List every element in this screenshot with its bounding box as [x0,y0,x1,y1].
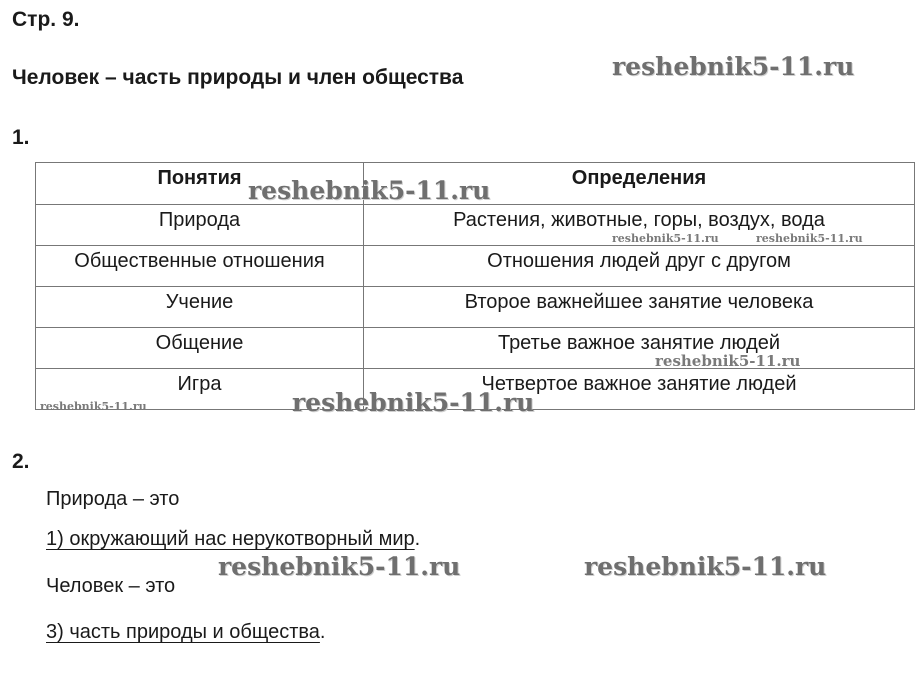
header-terms: Понятия [36,163,364,205]
table-row [36,287,915,328]
task-2-number: 2. [12,450,30,473]
watermark: reshebnik5-11.ru [248,176,491,205]
term-cell: Игра [36,369,364,410]
answer-period: . [414,528,421,550]
watermark: reshebnik5-11.ru [612,232,719,245]
answer-human [46,621,325,644]
task-1-number: 1. [12,126,30,149]
term-cell: Природа [36,205,364,246]
watermark: reshebnik5-11.ru [655,352,801,370]
answer-nature [46,528,420,551]
definition-cell: Растения, животные, горы, воздух, вода [364,205,915,246]
definition-cell: Четвертое важное занятие людей [364,369,915,410]
definition-cell: Второе важнейшее занятие человека [364,287,915,328]
definition-cell: Отношения людей друг с другом [364,246,915,287]
term-cell: Общение [36,328,364,369]
watermark: reshebnik5-11.ru [756,232,863,245]
watermark: reshebnik5-11.ru [292,388,535,417]
answer-nature-text: 1) окружающий нас нерукотворный мир [46,528,415,550]
answer-period: . [319,621,326,643]
term-cell: Общественные отношения [36,246,364,287]
term-cell: Учение [36,287,364,328]
question-human: Человек – это [46,575,176,597]
watermark: reshebnik5-11.ru [584,552,827,581]
answer-human-text: 3) часть природы и общества [46,621,320,643]
watermark: reshebnik5-11.ru [612,52,855,81]
header-definitions: Определения [364,163,915,205]
lesson-title: Человек – часть природы и член общества [12,66,464,89]
watermark: reshebnik5-11.ru [40,400,147,413]
page-reference: Стр. 9. [12,8,80,31]
definition-cell: Третье важное занятие людей [364,328,915,369]
question-nature: Природа – это [46,488,180,510]
watermark: reshebnik5-11.ru [218,552,461,581]
table-row [36,246,915,287]
